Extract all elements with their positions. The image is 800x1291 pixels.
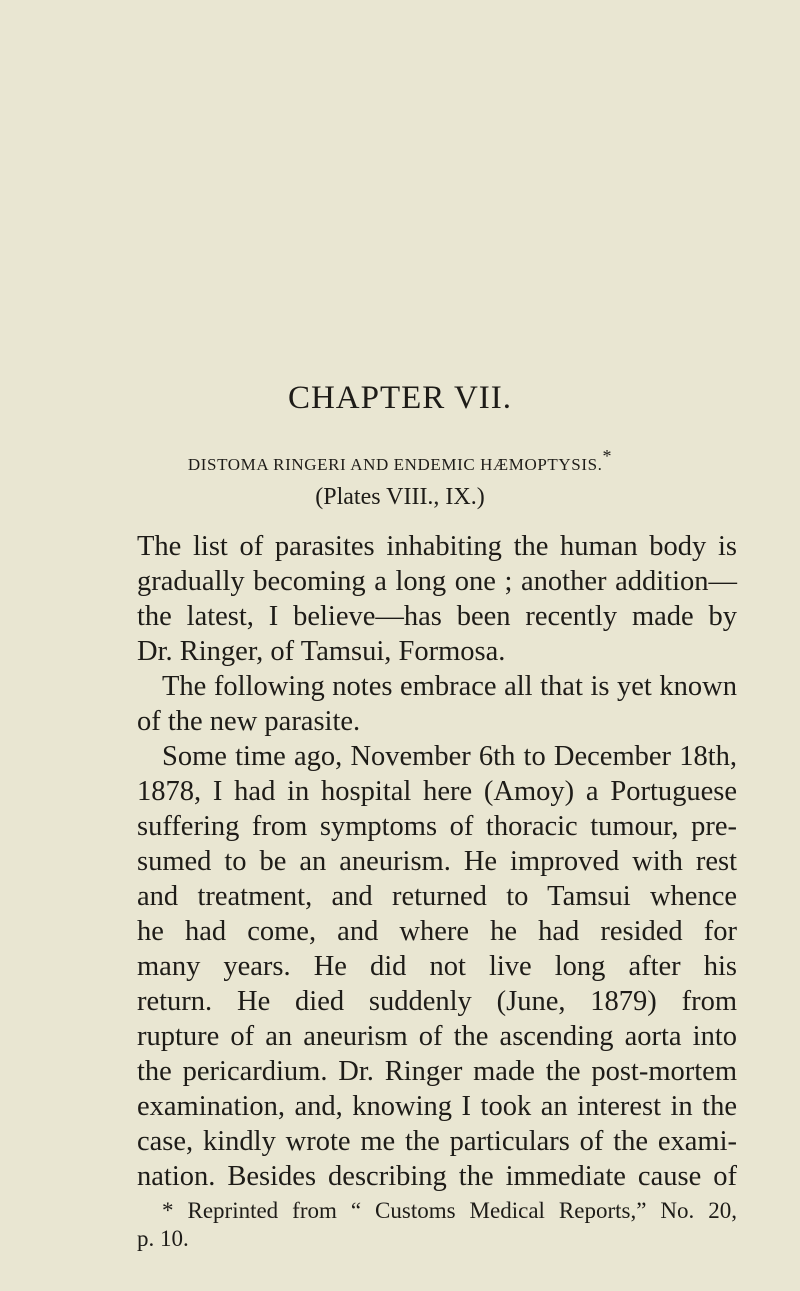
body-line: sumed to be an aneurism. He improved with rest bbox=[137, 846, 737, 877]
body-line: rupture of an aneurism of the ascending aorta into bbox=[137, 1021, 737, 1052]
subtitle-text: DISTOMA RINGERI AND ENDEMIC HÆMOPTYSIS. bbox=[187, 455, 603, 474]
body-line: case, kindly wrote me the particulars of the exami- bbox=[137, 1126, 737, 1157]
footnote: * Reprinted from “ Customs Medical Reports,” No. 20, bbox=[162, 1198, 737, 1223]
plates-reference: (Plates VIII., IX.) bbox=[315, 484, 485, 510]
body-line: suffering from symptoms of thoracic tumour, pre- bbox=[137, 811, 737, 842]
chapter-title: CHAPTER VII. bbox=[287, 380, 513, 416]
body-line: nation. Besides describing the immediate cause of bbox=[137, 1161, 737, 1192]
footnote-continuation: p. 10. bbox=[137, 1226, 189, 1251]
body-line: examination, and, knowing I took an interest in the bbox=[137, 1091, 737, 1122]
footnote-marker: * bbox=[602, 446, 613, 466]
body-line: the pericardium. Dr. Ringer made the post-mortem bbox=[137, 1056, 737, 1087]
body-line: The following notes embrace all that is yet known bbox=[162, 671, 737, 702]
body-line: of the new parasite. bbox=[137, 706, 361, 737]
body-line: gradually becoming a long one ; another addition— bbox=[137, 566, 737, 597]
body-line: Some time ago, November 6th to December 18th, bbox=[162, 741, 737, 772]
body-line: the latest, I believe—has been recently made by bbox=[137, 601, 737, 632]
body-line: return. He died suddenly (June, 1879) from bbox=[137, 986, 737, 1017]
body-line: 1878, I had in hospital here (Amoy) a Portuguese bbox=[137, 776, 737, 807]
body-line: The list of parasites inhabiting the human body is bbox=[137, 531, 737, 562]
body-line: Dr. Ringer, of Tamsui, Formosa. bbox=[137, 636, 506, 667]
body-line: and treatment, and returned to Tamsui whence bbox=[137, 881, 737, 912]
chapter-subtitle bbox=[0, 446, 800, 477]
body-line: he had come, and where he had resided for bbox=[137, 916, 737, 947]
body-line: many years. He did not live long after his bbox=[137, 951, 737, 982]
